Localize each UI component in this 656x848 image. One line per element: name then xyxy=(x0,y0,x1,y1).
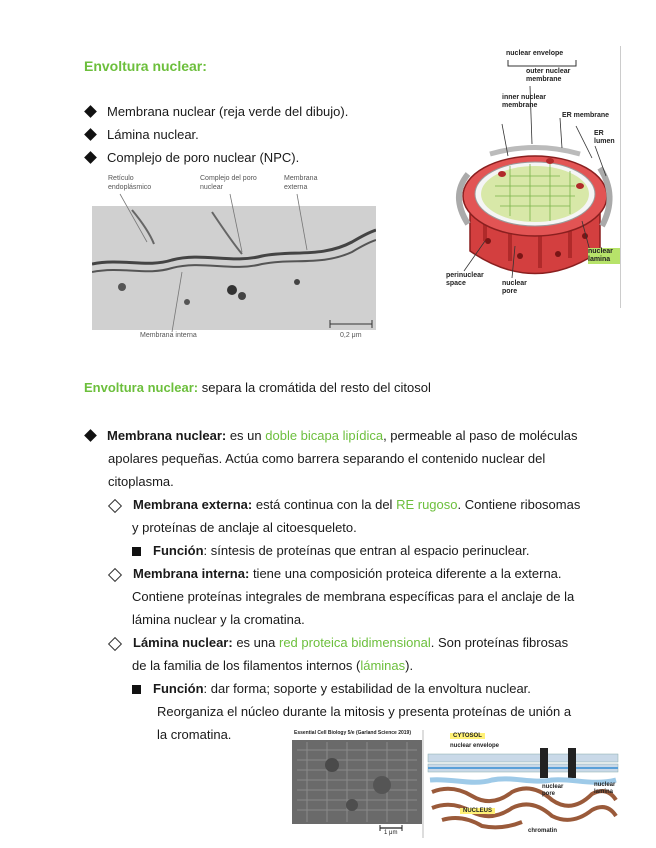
label-nuclear-envelope: nuclear envelope xyxy=(506,50,564,57)
section2-title: Envoltura nuclear: xyxy=(84,380,199,395)
hollow-diamond-bullet-icon xyxy=(108,636,122,650)
label-fig2-nuclear-envelope: nuclear envelope xyxy=(450,743,500,749)
membrana-externa-line2: y proteínas de anclaje al citoesqueleto. xyxy=(132,520,357,535)
label-nuclear-lamina: nuclear lamina xyxy=(588,248,620,264)
bullet-item: Complejo de poro nuclear (NPC). xyxy=(86,146,348,169)
diamond-bullet-icon xyxy=(84,105,97,118)
diamond-bullet-icon xyxy=(84,128,97,141)
square-bullet-icon xyxy=(132,685,141,694)
hollow-diamond-bullet-icon xyxy=(108,567,122,581)
lamina-nuclear-funcion: Función: dar forma; soporte y estabilidad de la envoltura nuclear. xyxy=(110,677,630,700)
label-fig2-nuclear-lamina: nuclear lamina xyxy=(594,782,616,795)
nuclear-lamina-figure xyxy=(292,730,622,838)
lamina-nuclear-func-line3: la cromatina. xyxy=(157,727,232,742)
membrana-externa-funcion: Función: síntesis de proteínas que entran al espacio perinuclear. xyxy=(110,539,630,562)
lamina-nuclear-item xyxy=(110,631,630,746)
lamina-nuclear-func-line2: Reorganiza el núcleo durante la mitosis y presenta proteínas de unión a xyxy=(157,704,572,719)
figure2-caption: Essential Cell Biology 5/e (Garland Science 2019) xyxy=(294,730,411,736)
nuclear-envelope-diagram xyxy=(440,46,626,308)
bullet-item: Membrana nuclear (reja verde del dibujo). xyxy=(86,100,348,123)
membrana-interna-line2: Contiene proteínas integrales de membrana específicas para el anclaje de la xyxy=(132,589,575,604)
label-cytosol: CYTOSOL xyxy=(450,733,485,739)
bullet-list-1 xyxy=(86,100,348,169)
hollow-diamond-bullet-icon xyxy=(108,498,122,512)
nuclear-envelope-illustration xyxy=(440,46,626,308)
membrana-nuclear-item xyxy=(86,424,626,493)
membrana-externa-line1: Membrana externa: está continua con la del RE rugoso. Contiene ribosomas xyxy=(110,493,630,516)
label-chromatin: chromatin xyxy=(528,828,558,834)
label-er-lumen: ER lumen xyxy=(594,130,615,145)
label-complejo-poro: Complejo del poro nuclear xyxy=(200,175,257,191)
figure2-scale: 1 μm xyxy=(384,830,398,836)
section1-title: Envoltura nuclear: xyxy=(84,58,207,74)
label-nucleus: NUCLEUS xyxy=(460,808,495,814)
membrana-interna-line3: lámina nuclear y la cromatina. xyxy=(132,612,305,627)
micrograph-scale: 0,2 μm xyxy=(340,332,362,339)
diamond-bullet-icon xyxy=(84,429,97,442)
membrana-interna-item xyxy=(110,562,630,631)
label-outer-membrane: outer nuclear membrane xyxy=(526,68,571,83)
section2-subtitle: separa la cromátida del resto del citosol xyxy=(201,380,431,395)
diamond-bullet-icon xyxy=(84,151,97,164)
square-bullet-icon xyxy=(132,547,141,556)
label-reticulo: Retículo endoplásmico xyxy=(108,175,152,191)
label-membrana-interna: Membrana interna xyxy=(140,332,197,339)
membrana-nuclear-line1: Membrana nuclear: es un doble bicapa lipídica, permeable al paso de moléculas xyxy=(86,424,626,447)
membrana-nuclear-line3: citoplasma. xyxy=(108,474,174,489)
micrograph-nuclear-envelope xyxy=(92,172,376,344)
label-fig2-nuclear-pore: nuclear pore xyxy=(542,784,564,797)
label-nuclear-pore: nuclear pore xyxy=(502,280,527,295)
label-inner-membrane: inner nuclear membrane xyxy=(502,94,546,109)
label-er-membrane: ER membrane xyxy=(562,112,610,119)
label-membrana-externa: Membrana externa xyxy=(284,175,318,191)
section2-heading xyxy=(84,376,431,399)
membrana-interna-line1: Membrana interna: tiene una composición proteica diferente a la externa. xyxy=(110,562,630,585)
micrograph-image xyxy=(92,172,376,344)
membrana-nuclear-line2: apolares pequeñas. Actúa como barrera separando el contenido nuclear del xyxy=(108,451,546,466)
label-perinuclear-space: perinuclear space xyxy=(446,272,484,287)
membrana-externa-item xyxy=(110,493,630,562)
lamina-nuclear-line2: de la familia de los filamentos internos (láminas). xyxy=(132,658,414,673)
bullet-item: Lámina nuclear. xyxy=(86,123,348,146)
lamina-nuclear-line1: Lámina nuclear: es una red proteica bidimensional. Son proteínas fibrosas xyxy=(110,631,630,654)
